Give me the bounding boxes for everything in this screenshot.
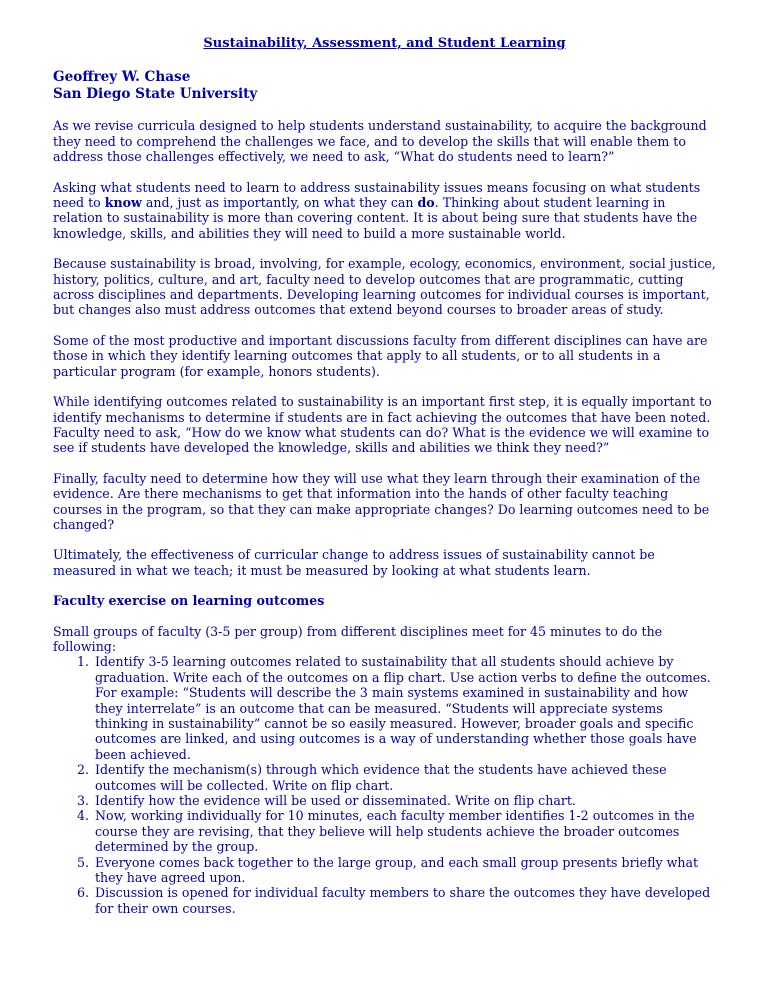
paragraph-2-text-a: Asking what students need to learn to address sustainability issues means focusing on what students need to <box>53 179 701 211</box>
paragraph-2-text-b: and, just as importantly, on what they can <box>141 195 418 211</box>
exercise-intro: Small groups of faculty (3-5 per group) from different disciplines meet for 45 minutes to do the following: <box>53 623 663 654</box>
exercise-steps-list <box>53 654 716 916</box>
author-affiliation: San Diego State University <box>53 86 258 103</box>
author-name: Geoffrey W. Chase <box>53 69 191 86</box>
paragraph-4: Some of the most productive and important discussions faculty from different disciplines can have are those in which they identify learning outcomes that apply to all students, or to all students in a particular program (for example, honors students). <box>53 332 708 379</box>
document-title: Sustainability, Assessment, and Student Learning <box>203 36 566 51</box>
paragraph-1: As we revise curricula designed to help students understand sustainability, to acquire the background they need to comprehend the challenges we face, and to develop the skills that will enable them to address those challenges effectively, we need to ask, “What do students need to learn?” <box>53 118 707 165</box>
emphasis-do: do <box>417 195 435 211</box>
exercise-step: 2. Identify the mechanism(s) through which evidence that the students have achieved these outcomes will be collected. Write on flip chart. <box>93 762 716 793</box>
exercise-step: 5. Everyone comes back together to the large group, and each small group presents briefly what they have agreed upon. <box>93 855 716 886</box>
paragraph-7: Ultimately, the effectiveness of curricular change to address issues of sustainability cannot be measured in what we teach; it must be measured by looking at what students learn. <box>53 547 655 578</box>
paragraph-5: While identifying outcomes related to sustainability is an important first step, it is equally important to identify mechanisms to determine if students are in fact achieving the outcomes that have been noted. Faculty need to ask, “How do we know what students can do? What is the evidence we will examine to see if students have developed the knowledge, skills and abilities we think they need?” <box>53 394 712 456</box>
paragraph-2-text-c: . Thinking about student learning in relation to sustainability is more than covering content. It is about being sure that students have the knowledge, skills, and abilities they will need to build a more sustainable world. <box>53 195 698 241</box>
exercise-step: 3. Identify how the evidence will be used or disseminated. Write on flip chart. <box>93 793 716 808</box>
emphasis-know: know <box>104 195 142 211</box>
exercise-heading: Faculty exercise on learning outcomes <box>53 593 325 609</box>
paragraph-3: Because sustainability is broad, involving, for example, ecology, economics, environment, social justice, history, politics, culture, and art, faculty need to develop outcomes that are programmatic, cutting across disciplines and departments. Developing learning outcomes for individual courses is important, but changes also must address outcomes that extend beyond courses to broader areas of study. <box>53 256 716 318</box>
exercise-step: 4. Now, working individually for 10 minutes, each faculty member identifies 1-2 outcomes in the course they are revising, that they believe will help students achieve the broader outcomes determined by the group. <box>93 808 716 854</box>
exercise-step: 1. Identify 3-5 learning outcomes related to sustainability that all students should achieve by graduation. Write each of the outcomes on a flip chart. Use action verbs to define the outcomes. For example: “Students will describe the 3 main systems examined in sustainability and how they interrelate” is an outcome that can be measured. “Students will appreciate systems thinking in sustainability” cannot be so easily measured. However, broader goals and specific outcomes are linked, and using outcomes is a way of understanding whether those goals have been achieved. <box>93 654 716 762</box>
exercise-step: 6. Discussion is opened for individual faculty members to share the outcomes they have developed for their own courses. <box>93 885 716 916</box>
paragraph-2 <box>53 180 716 242</box>
paragraph-6: Finally, faculty need to determine how they will use what they learn through their examination of the evidence. Are there mechanisms to get that information into the hands of other faculty teaching courses in the program, so that they can make appropriate changes? Do learning outcomes need to be changed? <box>53 470 710 532</box>
